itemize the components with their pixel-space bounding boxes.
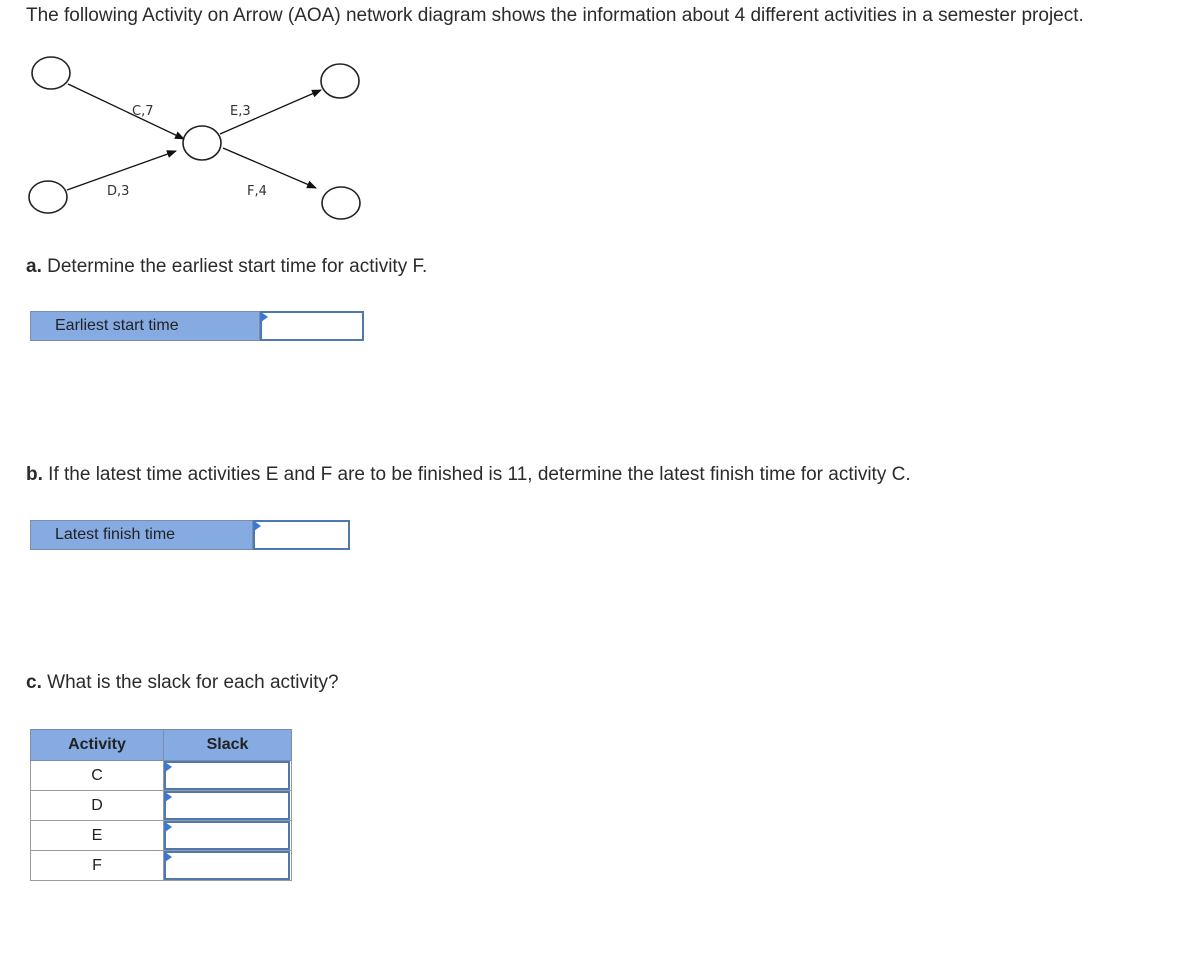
slack-input-c[interactable] bbox=[164, 761, 290, 790]
question-a-text: Determine the earliest start time for activity F. bbox=[47, 256, 428, 277]
activity-cell: F bbox=[31, 851, 164, 881]
slack-cell bbox=[164, 851, 292, 881]
node-end-e bbox=[321, 64, 359, 98]
earliest-start-label: Earliest start time bbox=[30, 311, 260, 341]
slack-input-d[interactable] bbox=[164, 791, 290, 820]
label-activity-f: F,4 bbox=[247, 184, 267, 199]
node-middle bbox=[183, 126, 221, 160]
node-end-f bbox=[322, 187, 360, 219]
label-activity-c: C,7 bbox=[132, 104, 154, 119]
activity-cell: E bbox=[31, 821, 164, 851]
question-b bbox=[26, 463, 911, 487]
question-c-prefix: c. bbox=[26, 672, 42, 693]
node-start-c bbox=[32, 57, 70, 89]
earliest-start-input[interactable] bbox=[260, 311, 364, 341]
latest-finish-label: Latest finish time bbox=[30, 520, 253, 550]
label-activity-e: E,3 bbox=[230, 104, 251, 119]
question-b-text: If the latest time activities E and F are to be finished is 11, determine the latest finish time for activity C. bbox=[48, 464, 911, 485]
question-c bbox=[26, 671, 339, 695]
slack-table bbox=[30, 729, 292, 881]
aoa-network-diagram bbox=[24, 52, 374, 227]
question-b-prefix: b. bbox=[26, 464, 43, 485]
question-c-text: What is the slack for each activity? bbox=[47, 672, 339, 693]
slack-input-e[interactable] bbox=[164, 821, 290, 850]
table-row bbox=[31, 851, 292, 881]
arrow-activity-c bbox=[68, 84, 184, 139]
node-start-d bbox=[29, 181, 67, 213]
question-a-prefix: a. bbox=[26, 256, 42, 277]
header-activity: Activity bbox=[31, 730, 164, 761]
table-row bbox=[31, 821, 292, 851]
table-row bbox=[31, 791, 292, 821]
slack-cell bbox=[164, 821, 292, 851]
table-row bbox=[31, 761, 292, 791]
slack-cell bbox=[164, 791, 292, 821]
answer-row-b bbox=[30, 520, 350, 550]
activity-cell: D bbox=[31, 791, 164, 821]
latest-finish-input[interactable] bbox=[253, 520, 350, 550]
question-a bbox=[26, 255, 427, 279]
intro-text: The following Activity on Arrow (AOA) network diagram shows the information about 4 different activities in a semester project. bbox=[26, 5, 1084, 26]
label-activity-d: D,3 bbox=[107, 184, 130, 199]
activity-cell: C bbox=[31, 761, 164, 791]
slack-cell bbox=[164, 761, 292, 791]
slack-input-f[interactable] bbox=[164, 851, 290, 880]
header-slack: Slack bbox=[164, 730, 292, 761]
answer-row-a bbox=[30, 311, 364, 341]
arrow-activity-f bbox=[223, 148, 316, 188]
